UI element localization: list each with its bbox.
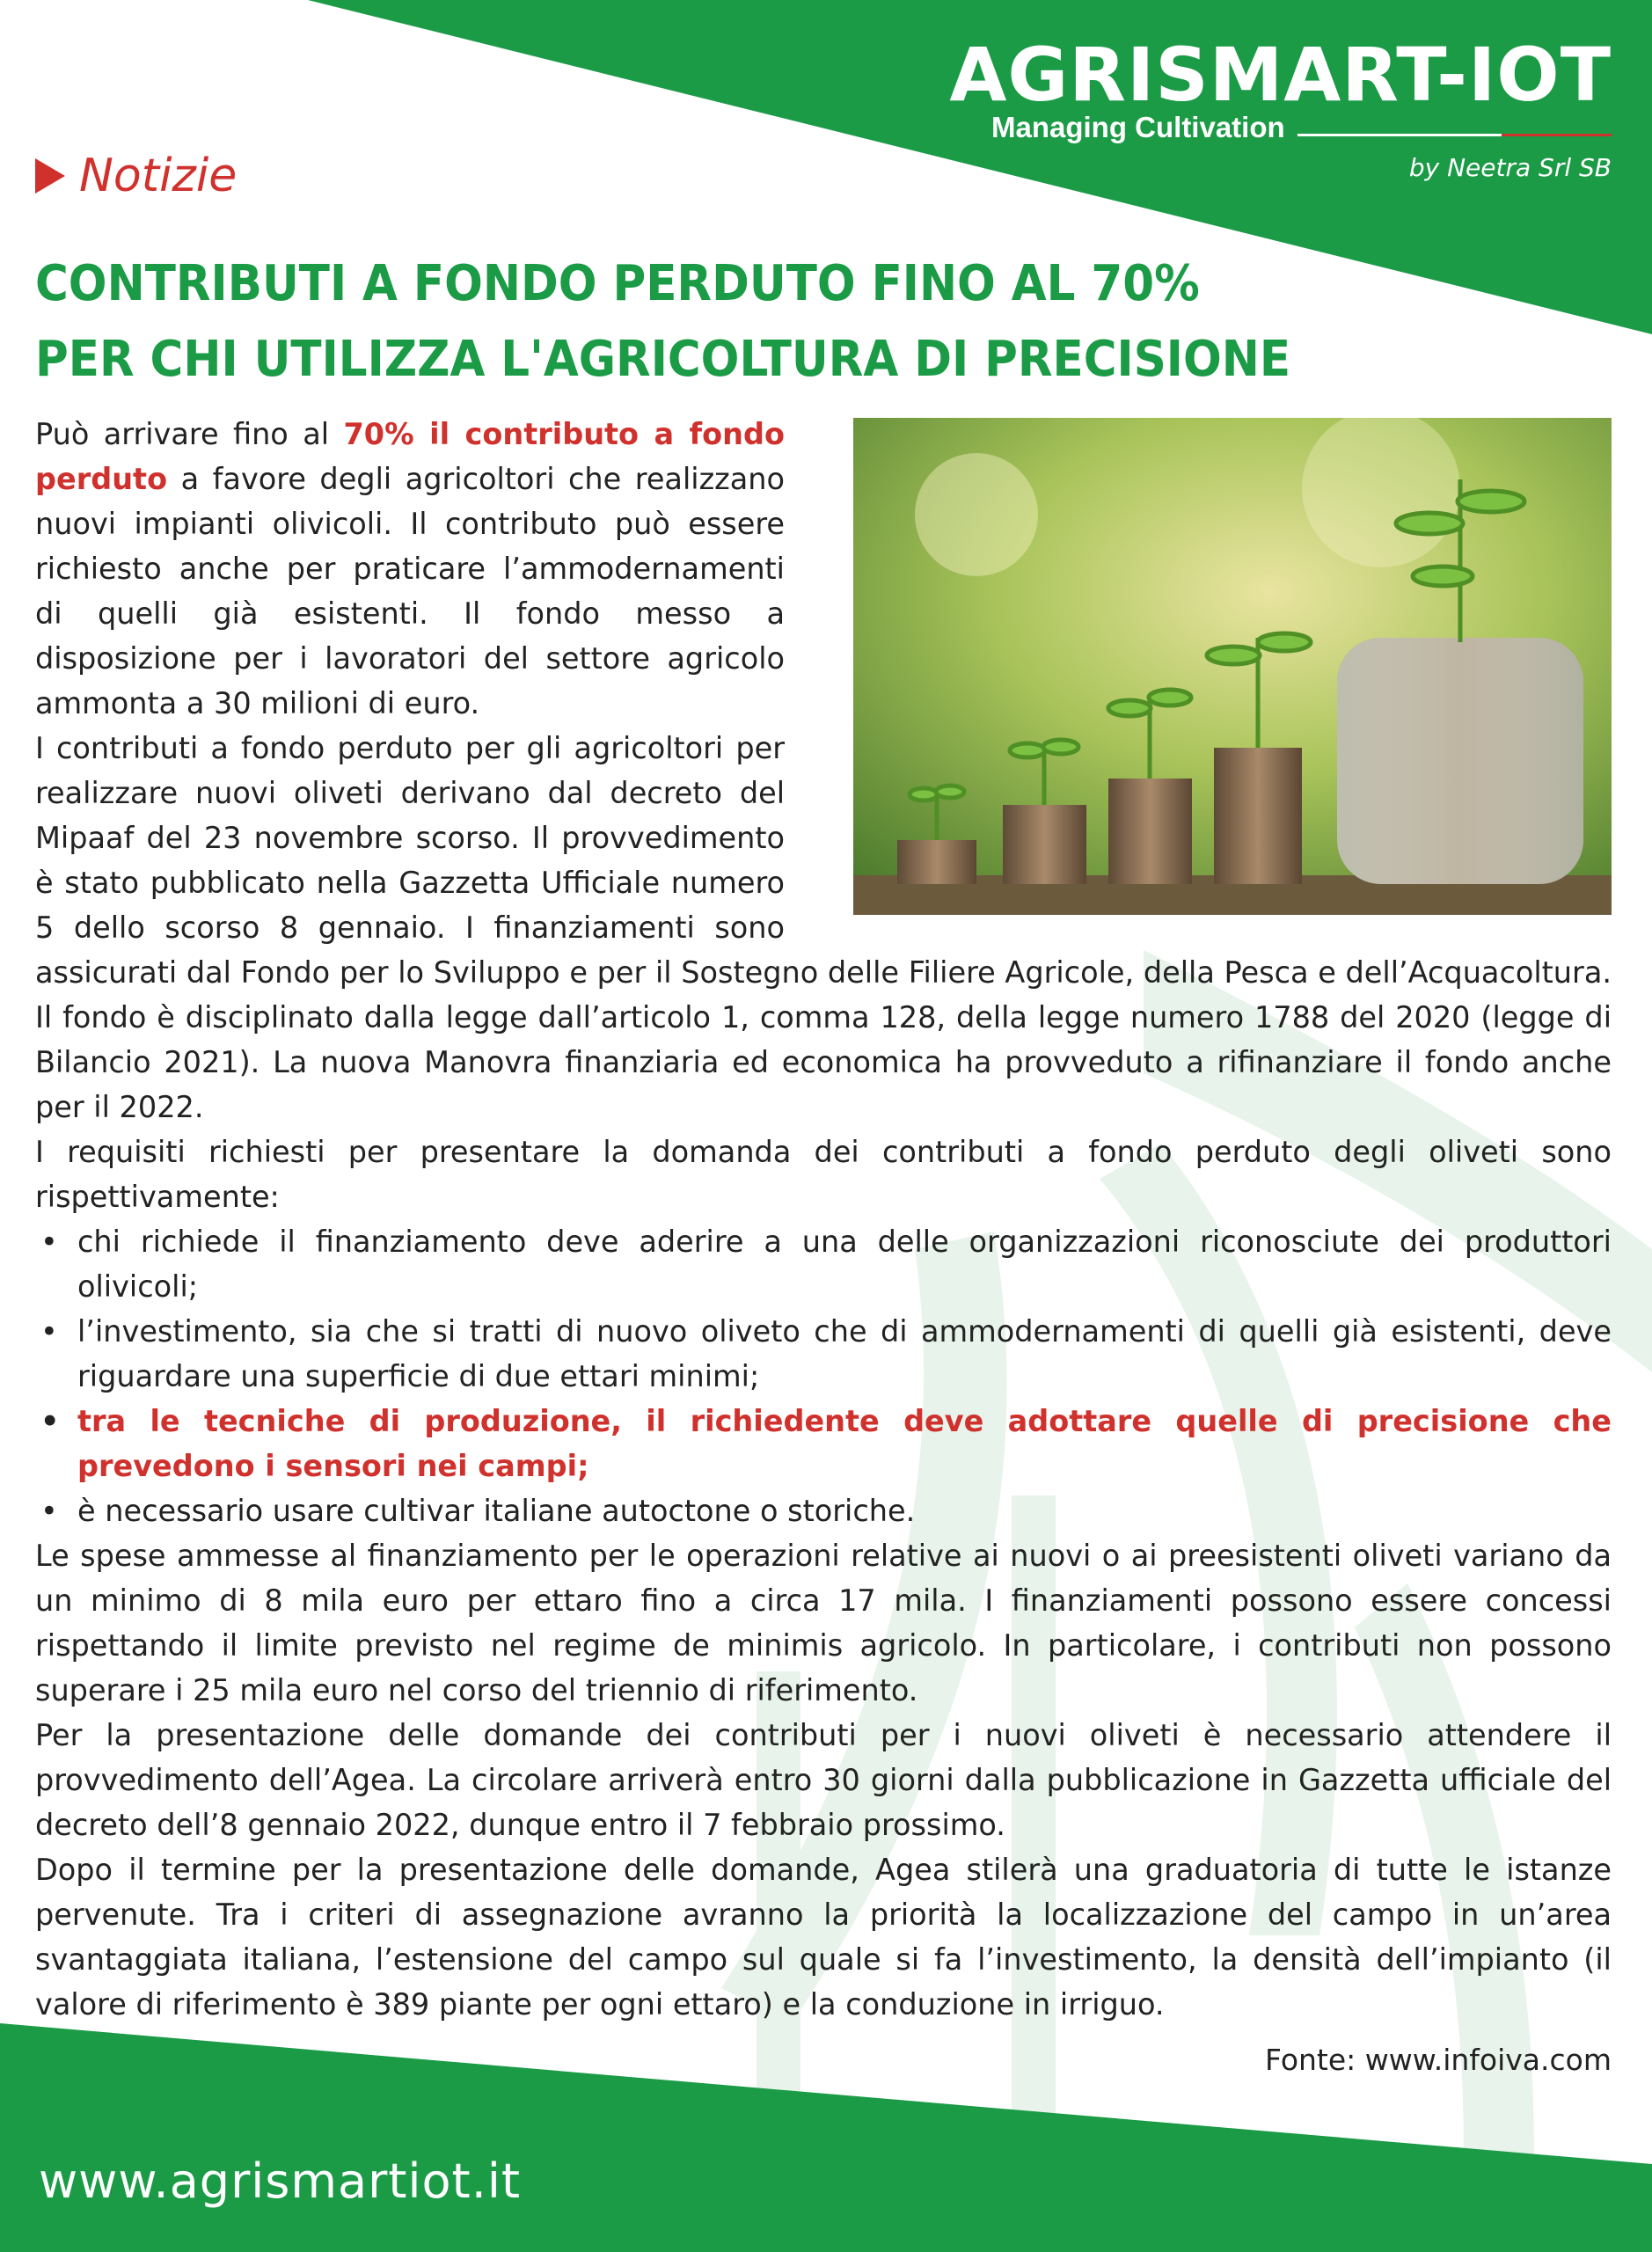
paragraph-1-intro: Può arrivare fino al (35, 417, 344, 451)
list-item: • è necessario usare cultivar italiane autoctone o storiche. (35, 1488, 1612, 1533)
article-body (35, 412, 1612, 2027)
paragraph-5: Per la presentazione delle domande dei contributi per i nuovi oliveti è necessario attendere il provvedimento dell’Agea. La circolare arriverà entro 30 giorni dalla pubblicazione in Gazzetta ufficiale del decreto dell’8 gennaio 2022, dunque entro il 7 febbraio prossimo. (35, 1718, 1612, 1842)
section-label-row (35, 150, 237, 202)
contribution-highlight: 70% il contributo a fondo perduto (35, 417, 785, 496)
list-item: • l’investimento, sia che si tratti di nuovo oliveto che di ammodernamenti di quelli già esistenti, deve riguardare una superficie di due ettari minimi; (35, 1309, 1612, 1399)
list-item-highlight: • tra le tecniche di produzione, il richiedente deve adottare quelle di precisione che prevedono i sensori nei campi; (35, 1399, 1612, 1488)
requirements-list (35, 1219, 1612, 1533)
play-triangle-icon (35, 158, 65, 194)
list-item: • chi richiede il finanziamento deve aderire a una delle organizzazioni riconosciute dei produttori olivicoli; (35, 1219, 1612, 1309)
tagline-divider (1297, 134, 1612, 136)
brand-tagline: Managing Cultivation (991, 111, 1285, 143)
headline-line-1: CONTRIBUTI A FONDO PERDUTO FINO AL 70% (35, 255, 1200, 312)
brand-name: AGRISMART-IOT (949, 32, 1612, 118)
brand-byline: by Neetra Srl SB (1408, 153, 1612, 182)
paragraph-3: I requisiti richiesti per presentare la domanda dei contributi a fondo perduto degli oliveti sono rispettivamente: (35, 1135, 1612, 1214)
photo-wrap-spacer (785, 412, 1612, 918)
brand-header (908, 32, 1612, 182)
source-credit: Fonte: www.infoiva.com (1265, 2043, 1612, 2077)
paragraph-1-rest: a favore degli agricoltori che realizzano nuovi impianti olivicoli. Il contributo può essere richiesto anche per praticare l’ammodernamenti di quelli già esistenti. Il fondo messo a disposizione per i lavoratori del settore agricolo ammonta a 30 milioni di euro. (35, 462, 785, 720)
section-label: Notizie (79, 150, 238, 202)
footer-website-link[interactable]: www.agrismartiot.it (39, 2153, 522, 2209)
paragraph-6: Dopo il termine per la presentazione delle domande, Agea stilerà una graduatoria di tutte le istanze pervenute. Tra i criteri di assegnazione avranno la priorità la localizzazione del campo in un’area svantaggiata italiana, l’estensione del campo sul quale si fa l’investimento, la densità dell’impianto (il valore di riferimento è 389 piante per ogni ettaro) e la conduzione in irriguo. (35, 1853, 1612, 2022)
paragraph-4: Le spese ammesse al finanziamento per le operazioni relative ai nuovi o ai preesistenti oliveti variano da un minimo di 8 mila euro per ettaro fino a circa 17 mila. I finanziamenti possono essere concessi rispettando il limite previsto nel regime de minimis agricolo. In particolare, i contributi non possono superare i 25 mila euro nel corso del triennio di riferimento. (35, 1539, 1612, 1707)
article-headline (35, 246, 1355, 398)
headline-line-2: PER CHI UTILIZZA L'AGRICOLTURA DI PRECISIONE (35, 331, 1291, 388)
paragraph-2: I contributi a fondo perduto per gli agricoltori per realizzare nuovi oliveti derivano dal decreto del Mipaaf del 23 novembre scorso. Il provvedimento è stato pubblicato nella Gazzetta Ufficiale numero 5 dello scorso 8 gennaio. I finanziamenti sono assicurati dal Fondo per lo Sviluppo e per il Sostegno delle Filiere Agricole, della Pesca e dell’Acquacoltura. Il fondo è disciplinato dalla legge dall’articolo 1, comma 128, della legge numero 1788 del 2020 (legge di Bilancio 2021). La nuova Manovra finanziaria ed economica ha provveduto a rifinanziare il fondo anche per il 2022. (35, 731, 1612, 1124)
